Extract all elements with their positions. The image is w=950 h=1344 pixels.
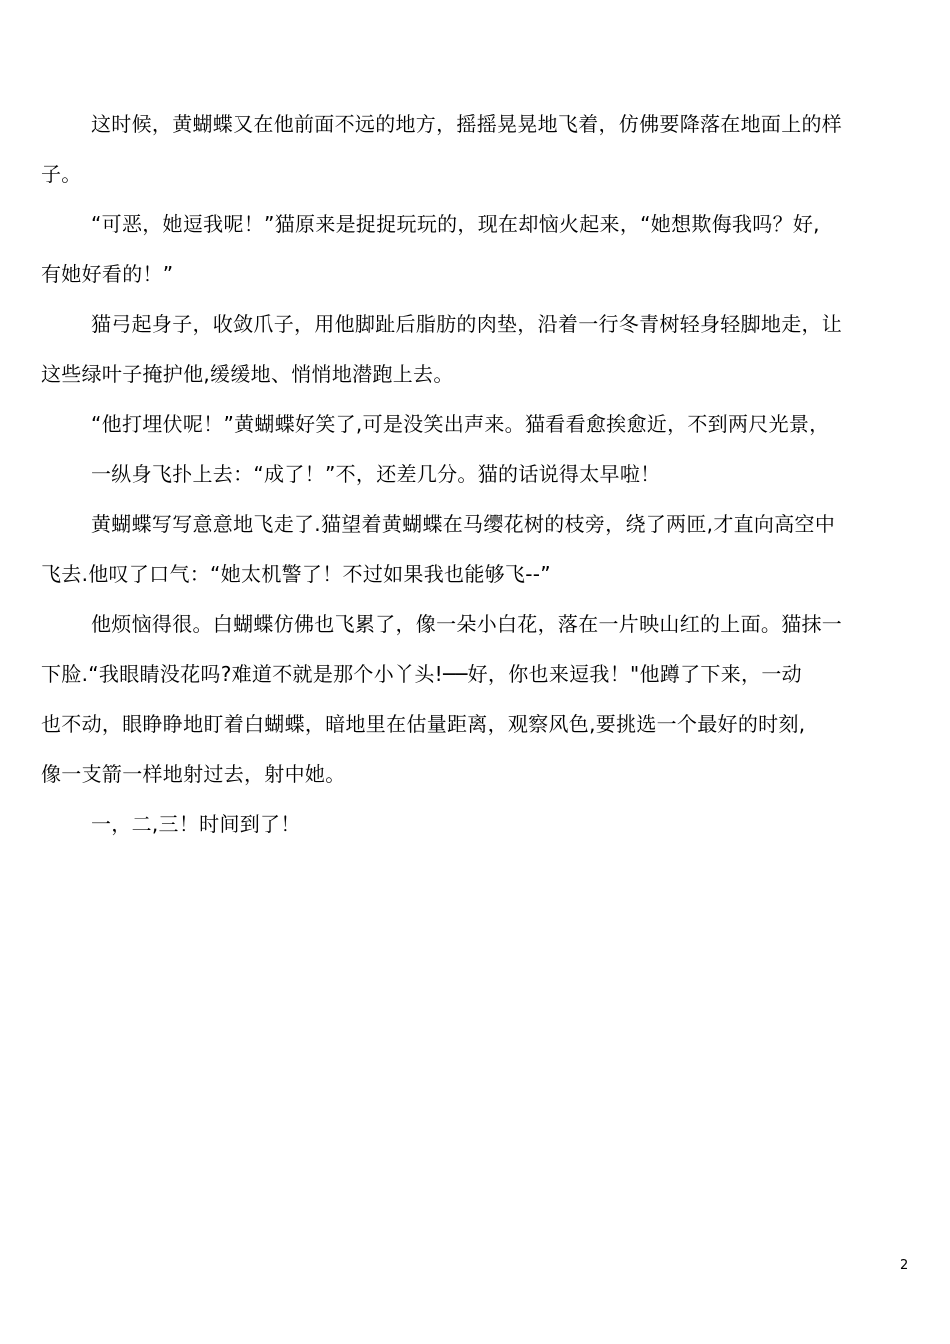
- text-line: 像一支箭一样地射过去，射中她。: [41, 762, 346, 786]
- text-line: “可恶，她逗我呢！”猫原来是捉捉玩玩的，现在却恼火起来，“她想欺侮我吗？好,: [91, 212, 820, 236]
- text-line: 一，二,三！时间到了！: [91, 812, 301, 836]
- text-line: 也不动，眼睁睁地盯着白蝴蝶，暗地里在估量距离，观察风色,要挑选一个最好的时刻,: [41, 712, 806, 736]
- text-line: 一纵身飞扑上去：“成了！”不，还差几分。猫的话说得太早啦！: [91, 462, 661, 486]
- text-line: 下脸.“我眼睛没花吗?难道不就是那个小丫头!──好，你也来逗我！"他蹲了下来，一动: [41, 662, 802, 686]
- page-number: 2: [900, 1258, 909, 1273]
- text-line: 黄蝴蝶写写意意地飞走了.猫望着黄蝴蝶在马缨花树的枝旁，绕了两匝,才直向高空中: [91, 512, 836, 536]
- text-line: “他打埋伏呢！”黄蝴蝶好笑了,可是没笑出声来。猫看看愈挨愈近，不到两尺光景，: [91, 412, 830, 436]
- text-line: 他烦恼得很。白蝴蝶仿佛也飞累了，像一朵小白花，落在一片映山红的上面。猫抹一: [91, 612, 843, 636]
- text-line: 这时候，黄蝴蝶又在他前面不远的地方，摇摇晃晃地飞着，仿佛要降落在地面上的样: [91, 112, 843, 136]
- text-line: 飞去.他叹了口气：“她太机警了！不过如果我也能够飞--”: [41, 562, 551, 586]
- text-line: 有她好看的！”: [41, 262, 174, 286]
- text-line: 猫弓起身子，收敛爪子，用他脚趾后脂肪的肉垫，沿着一行冬青树轻身轻脚地走，让: [91, 312, 843, 336]
- text-line: 这些绿叶子掩护他,缓缓地、悄悄地潜跑上去。: [41, 362, 454, 386]
- text-line: 子。: [41, 162, 82, 186]
